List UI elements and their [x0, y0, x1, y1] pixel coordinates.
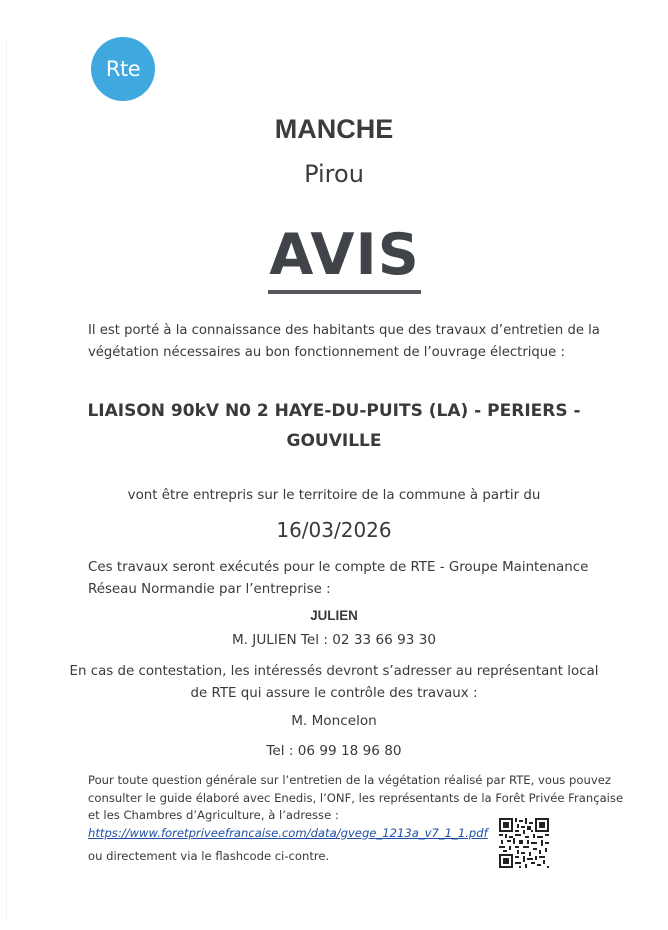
intro-paragraph: Il est porté à la connaissance des habitants que des travaux d’entretien de la végétation nécessaires au bon fonctionnement de l’ouvrage électrique :	[88, 323, 600, 360]
start-date: 16/03/2026	[276, 518, 392, 542]
power-line-name	[0, 396, 668, 456]
contractor-name: JULIEN	[310, 608, 358, 623]
notice-title-block	[268, 222, 421, 294]
footer-text: Pour toute question générale sur l’entretien de la végétation réalisé par RTE, vous pouvez consulter le guide élaboré avec Enedis, l’ONF, les représentants de la Forêt Privée Française et les Chambres d’Agriculture, à l’adresse :	[88, 773, 624, 822]
rte-logo-text: Rte	[105, 57, 141, 81]
contest-line1: En cas de contestation, les intéressés devront s’adresser au représentant local	[69, 664, 599, 679]
power-line-name-line1: LIAISON 90kV N0 2 HAYE-DU-PUITS (LA) - PERIERS -	[87, 401, 581, 421]
notice-title-underline	[268, 290, 421, 294]
representative-name: M. Moncelon	[291, 713, 377, 729]
qr-caption: ou directement via le flashcode ci-contre.	[88, 849, 330, 863]
start-text: vont être entrepris sur le territoire de la commune à partir du	[127, 488, 541, 503]
commune-name: Pirou	[304, 160, 364, 188]
notice-title: AVIS	[269, 222, 420, 288]
contest-paragraph	[0, 661, 668, 705]
rte-logo	[91, 37, 155, 101]
guide-link[interactable]: https://www.foretpriveefrancaise.com/data/gvege_1213a_v7_1_1.pdf	[88, 825, 488, 840]
department-title: MANCHE	[274, 114, 394, 144]
contest-line2: de RTE qui assure le contrôle des travaux :	[190, 686, 478, 701]
power-line-name-line2: GOUVILLE	[286, 431, 382, 451]
client-paragraph: Ces travaux seront exécutés pour le compte de RTE - Groupe Maintenance Réseau Normandie par l’entreprise :	[88, 560, 589, 597]
contractor-contact: M. JULIEN Tel : 02 33 66 93 30	[231, 632, 437, 648]
representative-phone: Tel : 06 99 18 96 80	[266, 743, 402, 759]
qr-code-icon[interactable]	[499, 818, 549, 868]
